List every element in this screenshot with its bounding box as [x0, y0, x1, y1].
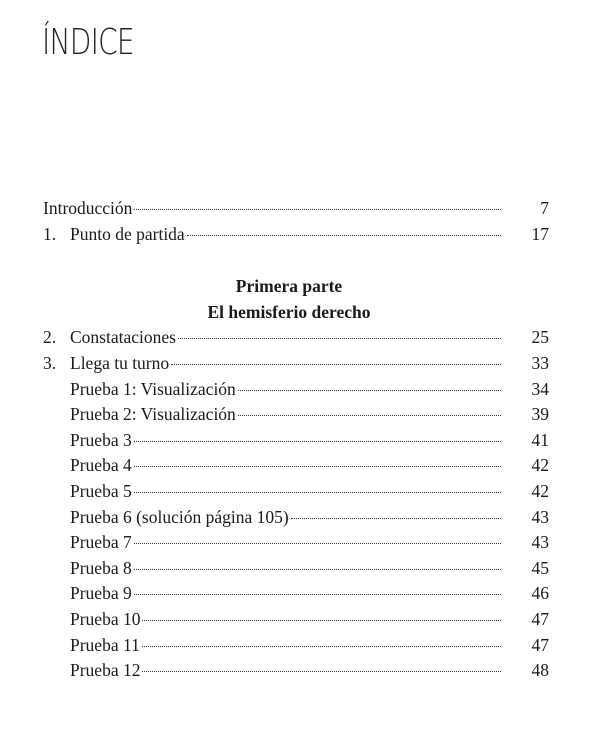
toc-entry-page: 33 — [531, 352, 549, 373]
dot-leader — [291, 518, 501, 519]
sub-entry-list — [43, 377, 549, 684]
toc-entry-llega-tu-turno[interactable] — [43, 351, 549, 377]
toc-entry-number: 3. — [43, 352, 57, 373]
toc-entry-page: 25 — [531, 327, 549, 348]
toc-sub-entry[interactable] — [43, 633, 549, 659]
dot-leader — [238, 415, 501, 416]
toc-sub-entry[interactable] — [43, 453, 549, 479]
dot-leader — [142, 620, 501, 621]
toc-entry-page: 17 — [531, 223, 549, 244]
dot-leader — [178, 338, 501, 339]
toc-sub-entry[interactable] — [43, 530, 549, 556]
toc-entry-page: 34 — [531, 378, 549, 399]
toc-sub-entry[interactable] — [43, 505, 549, 531]
toc-sub-entry[interactable] — [43, 581, 549, 607]
toc-entry-label: Prueba 8 — [70, 557, 132, 578]
dot-leader — [134, 543, 501, 544]
part-subtitle: El hemisferio derecho — [207, 301, 371, 322]
dot-leader — [134, 594, 501, 595]
dot-leader — [238, 390, 501, 391]
toc-entry-page: 43 — [531, 506, 549, 527]
toc-entry-label: Prueba 5 — [70, 480, 132, 501]
toc-entry-label: Prueba 12 — [70, 660, 141, 681]
toc-entry-constataciones[interactable] — [43, 325, 549, 351]
dot-leader — [134, 209, 501, 210]
toc-sub-entry[interactable] — [43, 658, 549, 684]
toc-entry-label: Prueba 2: Visualización — [70, 404, 236, 425]
toc-entry-label: Prueba 4 — [70, 455, 132, 476]
toc-sub-entry[interactable] — [43, 556, 549, 582]
toc-entry-label: Prueba 3 — [70, 429, 132, 450]
toc-entry-page: 46 — [531, 583, 549, 604]
toc-sub-entry[interactable] — [43, 377, 549, 403]
page-heading: ÍNDICE — [42, 22, 134, 63]
toc-entry-page: 42 — [531, 455, 549, 476]
toc-entry-page: 43 — [531, 532, 549, 553]
toc-entry-page: 45 — [531, 557, 549, 578]
dot-leader — [142, 646, 501, 647]
toc-entry-page: 47 — [531, 608, 549, 629]
toc-entry-label: Prueba 11 — [70, 634, 140, 655]
toc-entry-label: Introducción — [43, 198, 133, 218]
table-of-contents — [43, 196, 549, 684]
toc-entry-punto-de-partida[interactable] — [43, 222, 549, 248]
toc-entry-label: Constataciones — [70, 327, 176, 348]
toc-sub-entry[interactable] — [43, 479, 549, 505]
section-spacer — [43, 247, 549, 274]
toc-entry-page: 42 — [531, 480, 549, 501]
dot-leader — [134, 492, 501, 493]
toc-entry-label: Prueba 9 — [70, 583, 132, 604]
part-title: Primera parte — [235, 276, 343, 297]
dot-leader — [134, 441, 501, 442]
toc-entry-introduccion[interactable] — [43, 196, 549, 222]
toc-entry-page: 47 — [531, 634, 549, 655]
dot-leader — [187, 235, 501, 236]
dot-leader — [134, 466, 501, 467]
toc-entry-label: Prueba 10 — [70, 608, 141, 629]
toc-entry-label: Llega tu turno — [70, 352, 170, 373]
dot-leader — [134, 569, 501, 570]
toc-entry-page: 39 — [531, 404, 549, 425]
toc-entry-label: Prueba 7 — [70, 532, 132, 553]
toc-entry-label: Prueba 6 (solución página 105) — [70, 506, 289, 527]
toc-sub-entry[interactable] — [43, 607, 549, 633]
toc-entry-number: 1. — [43, 223, 57, 244]
toc-entry-page: 41 — [531, 429, 549, 450]
dot-leader — [142, 671, 501, 672]
toc-entry-label: Prueba 1: Visualización — [70, 378, 236, 399]
toc-entry-label: Punto de partida — [70, 223, 185, 244]
toc-entry-page: 7 — [540, 198, 549, 218]
toc-entry-number: 2. — [43, 327, 57, 348]
toc-entry-page: 48 — [531, 660, 549, 681]
toc-sub-entry[interactable] — [43, 428, 549, 454]
dot-leader — [171, 364, 501, 365]
toc-sub-entry[interactable] — [43, 402, 549, 428]
